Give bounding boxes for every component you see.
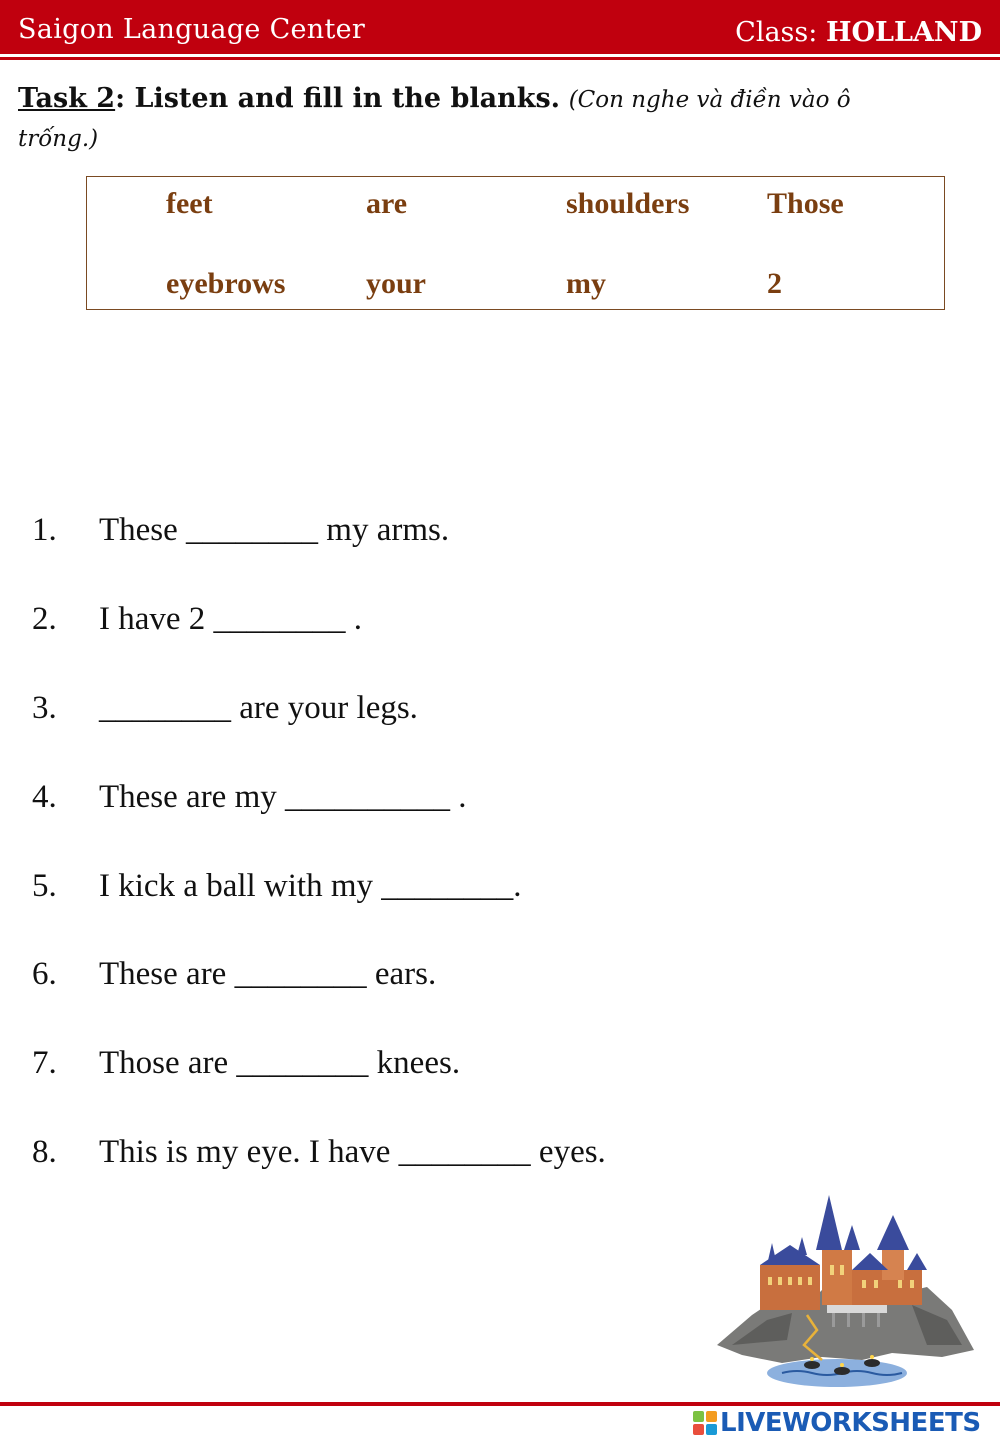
word-bank-item: Those — [767, 187, 844, 220]
question-number: 1. — [32, 512, 57, 548]
question-text[interactable]: These are ________ ears. — [99, 956, 437, 992]
question-text[interactable]: These ________ my arms. — [99, 512, 450, 548]
question-text[interactable]: These are my __________ . — [99, 779, 467, 815]
question-text[interactable]: This is my eye. I have ________ eyes. — [99, 1134, 606, 1170]
question-text[interactable]: ________ are your legs. — [99, 690, 418, 726]
word-bank-item: 2 — [767, 267, 782, 300]
castle-illustration — [712, 1195, 977, 1395]
word-bank-item: shoulders — [566, 187, 690, 220]
question-number: 4. — [32, 779, 57, 815]
question-text[interactable]: Those are ________ knees. — [99, 1045, 461, 1081]
footer-divider — [0, 1402, 1000, 1406]
question-number: 8. — [32, 1134, 57, 1170]
liveworksheets-logo[interactable] — [693, 1408, 981, 1438]
school-name: Saigon Language Center — [18, 14, 366, 45]
question-number: 7. — [32, 1045, 57, 1081]
class-info — [735, 17, 982, 48]
word-bank-item: eyebrows — [166, 267, 286, 300]
header-bar — [0, 0, 1000, 54]
question-number: 5. — [32, 868, 57, 904]
question-text[interactable]: I kick a ball with my ________. — [99, 868, 522, 904]
task-instruction: : Listen and fill in the blanks. — [115, 83, 561, 114]
question-number: 6. — [32, 956, 57, 992]
brand-name: LIVEWORKSHEETS — [720, 1408, 981, 1438]
word-bank — [86, 176, 945, 310]
class-name: HOLLAND — [825, 17, 982, 48]
word-bank-item: your — [366, 267, 426, 300]
class-label: Class: — [735, 17, 818, 48]
word-bank-item: my — [566, 267, 606, 300]
question-number: 3. — [32, 690, 57, 726]
task-number: Task 2 — [18, 83, 116, 114]
word-bank-item: feet — [166, 187, 213, 220]
logo-blocks-icon — [693, 1411, 717, 1435]
question-text[interactable]: I have 2 ________ . — [99, 601, 363, 637]
word-bank-item: are — [366, 187, 408, 220]
question-number: 2. — [32, 601, 57, 637]
header-divider — [0, 57, 1000, 60]
task-hint: (Con nghe và điền vào ô trống.) — [18, 87, 851, 152]
task-heading — [18, 80, 938, 158]
